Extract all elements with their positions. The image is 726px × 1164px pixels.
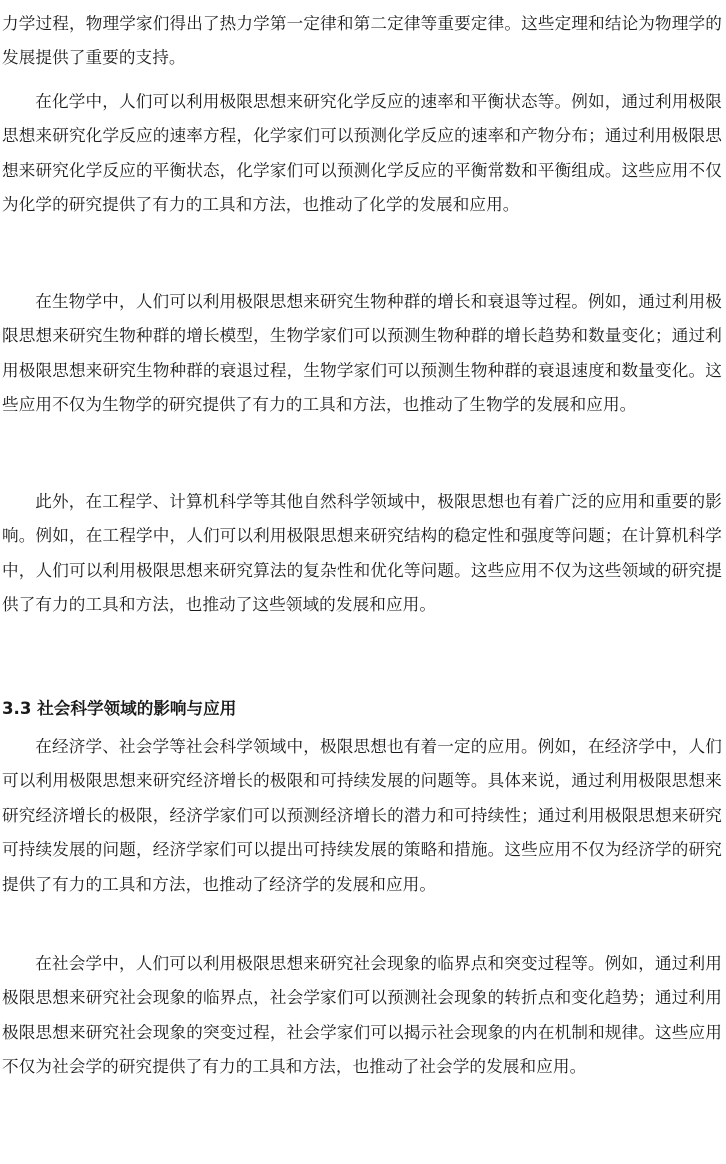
paragraph-economics: 在经济学、社会学等社会科学领域中，极限思想也有着一定的应用。例如，在经济学中，人们可以利用极限思想来研究经济增长的极限和可持续发展的问题等。具体来说，通过利用极限思想来研究经济增长的极限，经济学家们可以预测经济增长的潜力和可持续性；通过利用极限思想来研究可持续发展的问题，经济学家们可以提出可持续发展的策略和措施。这些应用不仅为经济学的研究提供了有力的工具和方法，也推动了经济学的发展和应用。 [2,737,722,894]
paragraph-sociology: 在社会学中，人们可以利用极限思想来研究社会现象的临界点和突变过程等。例如，通过利用极限思想来研究社会现象的临界点，社会学家们可以预测社会现象的转折点和变化趋势；通过利用极限思想来研究社会现象的突变过程，社会学家们可以揭示社会现象的内在机制和规律。这些应用不仅为社会学的研究提供了有力的工具和方法，也推动了社会学的发展和应用。 [2,954,722,1077]
section-heading: 3.3 社会科学领域的影响与应用 [2,699,237,718]
paragraph-thermodynamics-continuation: 力学过程，物理学家们得出了热力学第一定律和第二定律等重要定律。这些定理和结论为物理学的发展提供了重要的支持。 [2,14,722,68]
paragraph-engineering-computing: 此外，在工程学、计算机科学等其他自然科学领域中，极限思想也有着广泛的应用和重要的影响。例如，在工程学中，人们可以利用极限思想来研究结构的稳定性和强度等问题；在计算机科学中，人们可以利用极限思想来研究算法的复杂性和优化等问题。这些应用不仅为这些领域的研究提供了有力的工具和方法，也推动了这些领域的发展和应用。 [2,492,722,615]
paragraph-chemistry: 在化学中，人们可以利用极限思想来研究化学反应的速率和平衡状态等。例如，通过利用极限思想来研究化学反应的速率方程，化学家们可以预测化学反应的速率和产物分布；通过利用极限思想来研究化学反应的平衡状态，化学家们可以预测化学反应的平衡常数和平衡组成。这些应用不仅为化学的研究提供了有力的工具和方法，也推动了化学的发展和应用。 [2,92,722,215]
paragraph-biology: 在生物学中，人们可以利用极限思想来研究生物种群的增长和衰退等过程。例如，通过利用极限思想来研究生物种群的增长模型，生物学家们可以预测生物种群的增长趋势和数量变化；通过利用极限思想来研究生物种群的衰退过程，生物学家们可以预测生物种群的衰退速度和数量变化。这些应用不仅为生物学的研究提供了有力的工具和方法，也推动了生物学的发展和应用。 [2,292,722,415]
